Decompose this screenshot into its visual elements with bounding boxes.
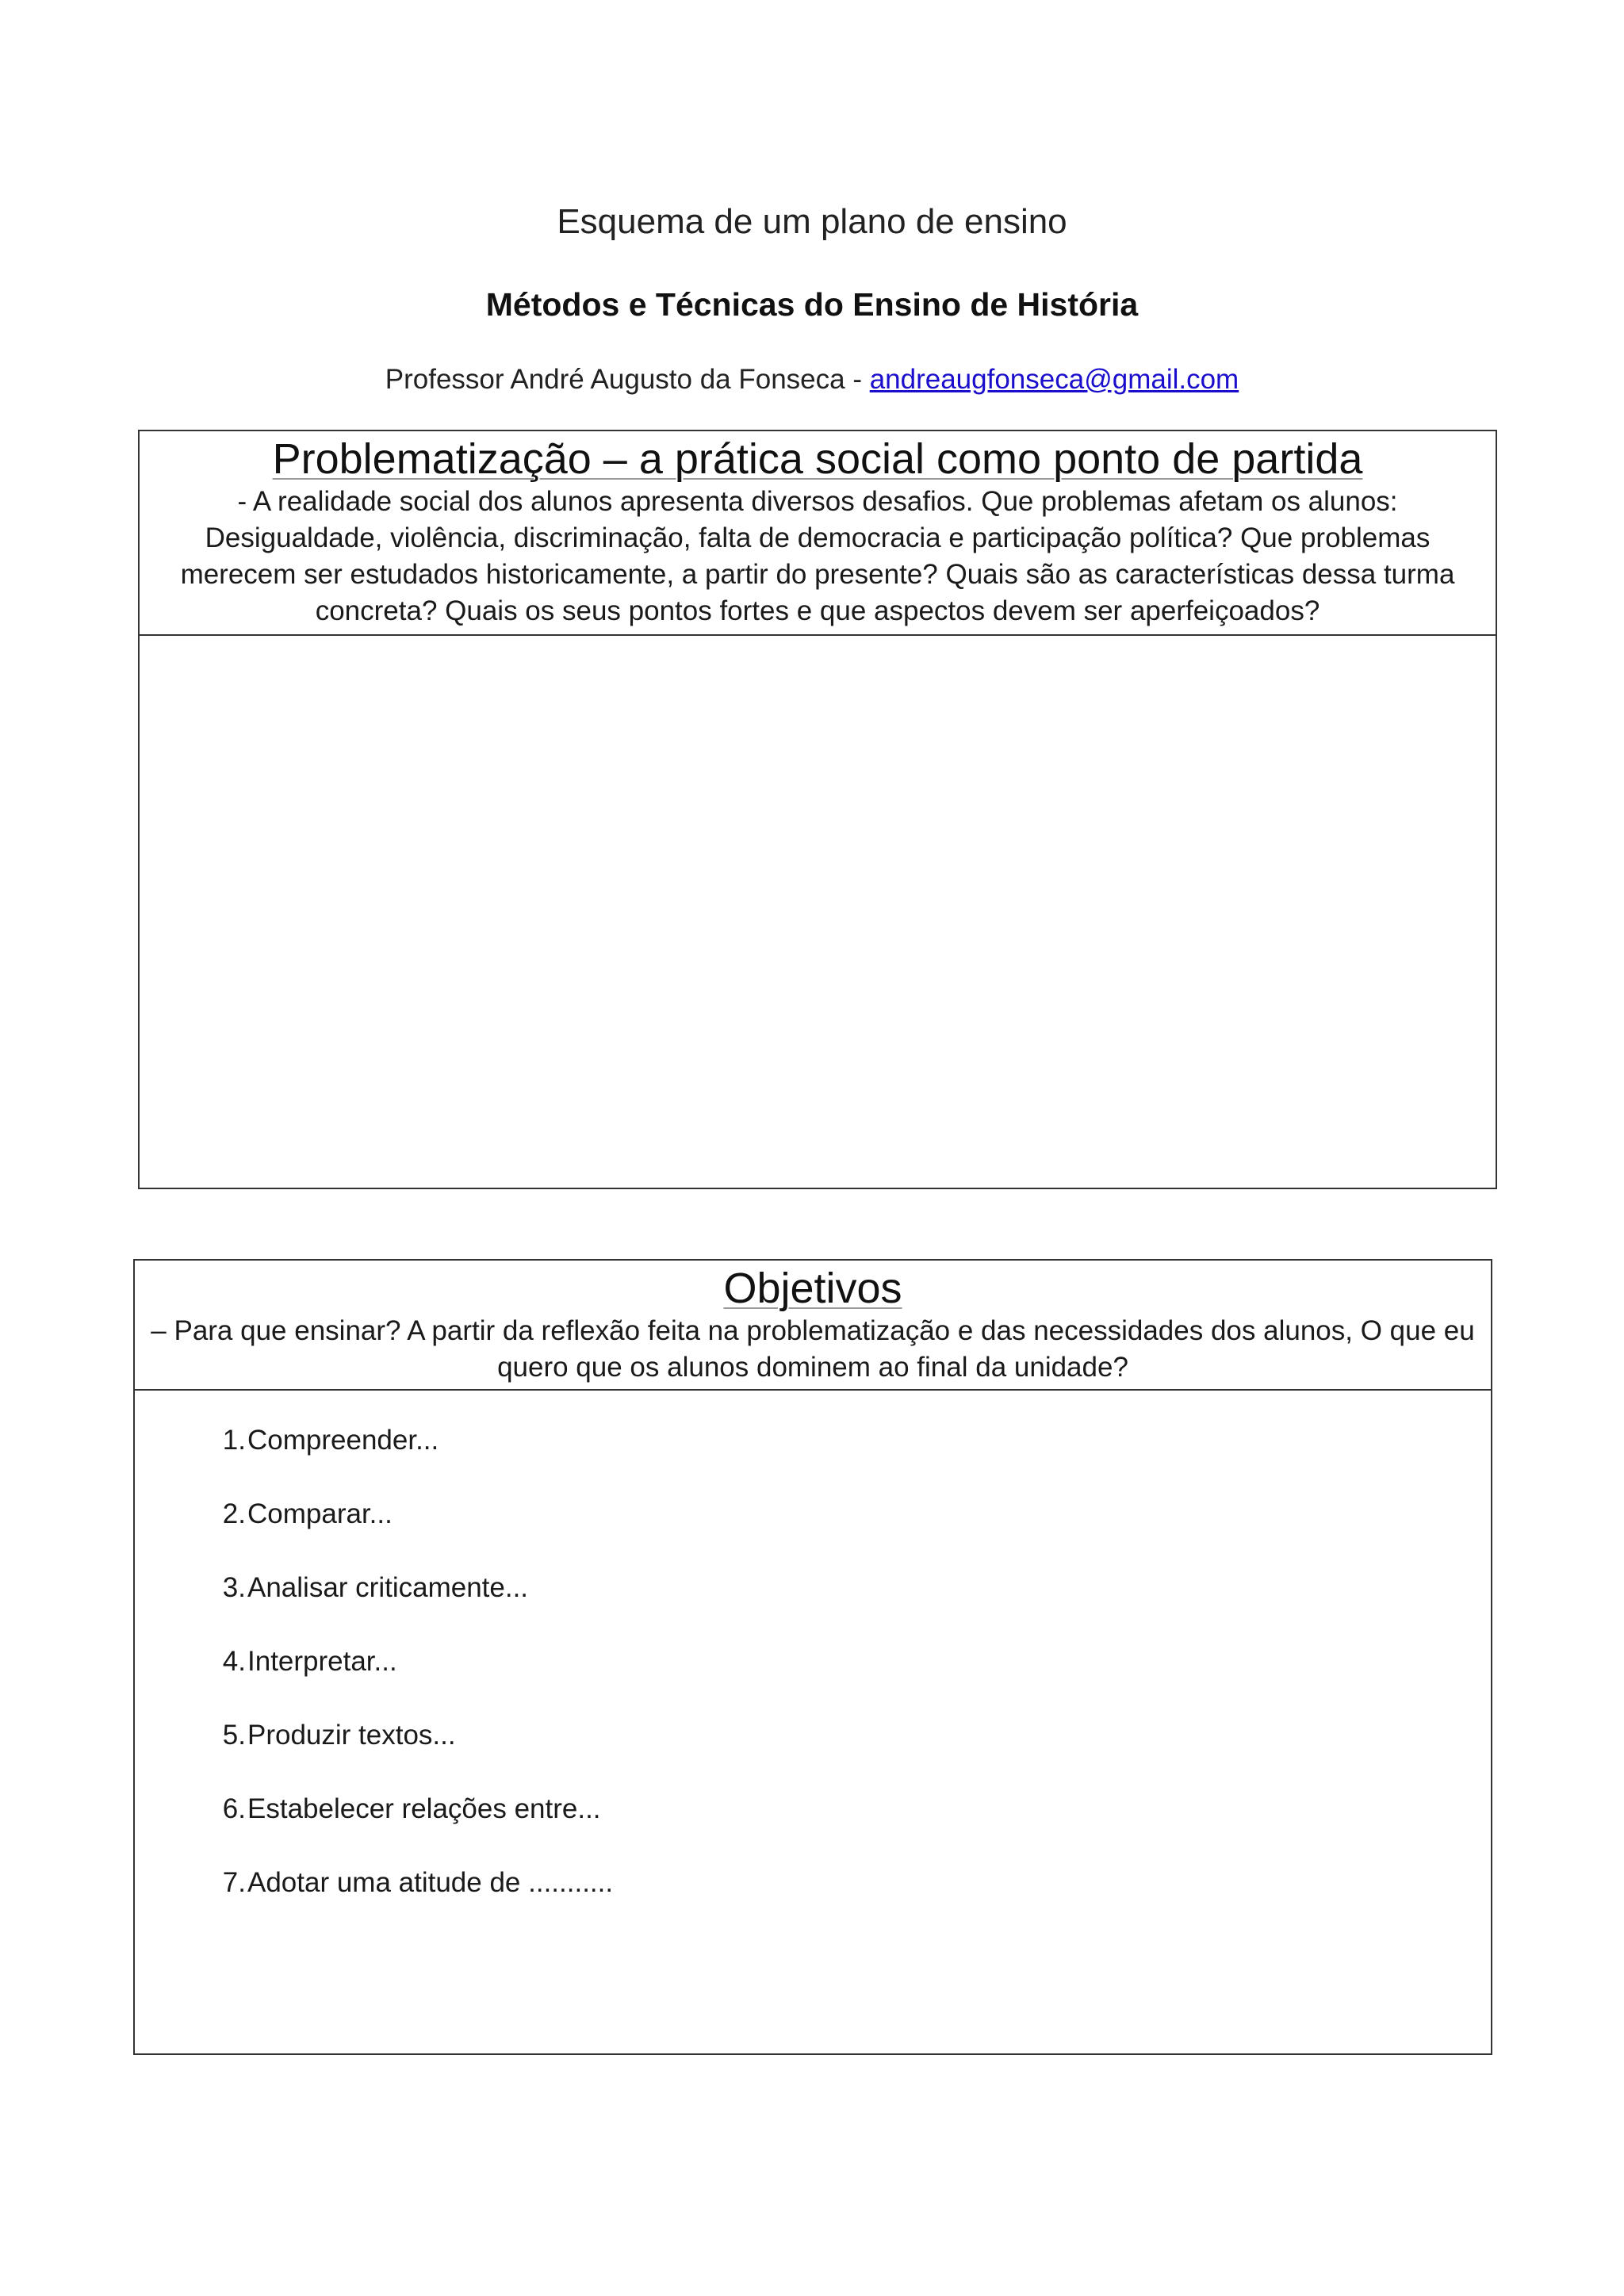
problematization-description: - A realidade social dos alunos apresenta diversos desafios. Que problemas afetam os alunos: Desigualdade, violência, discriminação, falta de democracia e participação política? Que problemas merecem ser estudados historicamente, a partir do presente? Quais são as características dessa turma concreta? Quais os seus pontos fortes e que aspectos devem ser aperfeiçoados? bbox=[180, 486, 1455, 626]
author-email-link[interactable]: andreaugfonseca@gmail.com bbox=[869, 364, 1239, 395]
problematization-answer-area[interactable] bbox=[140, 636, 1496, 1183]
list-item-number: 5. bbox=[222, 1720, 246, 1751]
list-item-number: 6. bbox=[222, 1793, 246, 1824]
list-item-text: Adotar uma atitude de ........... bbox=[247, 1867, 614, 1898]
list-item-text: Produzir textos... bbox=[247, 1720, 456, 1751]
problematization-box bbox=[138, 430, 1497, 1189]
list-item-number: 1. bbox=[222, 1425, 246, 1456]
problematization-header bbox=[140, 431, 1496, 636]
list-item bbox=[135, 1422, 1491, 1496]
objectives-description: – Para que ensinar? A partir da reflexão feita na problematização e das necessidades dos alunos, O que eu quero que os alunos dominem ao final da unidade? bbox=[151, 1315, 1475, 1383]
objectives-list bbox=[135, 1391, 1491, 1938]
objectives-header bbox=[135, 1261, 1491, 1391]
list-item-text: Interpretar... bbox=[247, 1646, 397, 1677]
list-item-number: 7. bbox=[222, 1867, 246, 1898]
list-item bbox=[135, 1496, 1491, 1570]
list-item bbox=[135, 1865, 1491, 1938]
objectives-box bbox=[133, 1259, 1492, 2055]
list-item bbox=[135, 1644, 1491, 1717]
document-title: Esquema de um plano de ensino bbox=[557, 202, 1067, 241]
list-item-number: 3. bbox=[222, 1572, 246, 1603]
objectives-heading: Objetivos bbox=[723, 1265, 902, 1312]
list-item-text: Compreender... bbox=[247, 1425, 439, 1456]
list-item-text: Comparar... bbox=[247, 1498, 393, 1529]
list-item-number: 4. bbox=[222, 1646, 246, 1677]
author-name: Professor André Augusto da Fonseca - bbox=[385, 364, 870, 395]
document-subtitle: Métodos e Técnicas do Ensino de História bbox=[485, 286, 1139, 323]
list-item bbox=[135, 1717, 1491, 1791]
author-line bbox=[0, 362, 1624, 398]
problematization-heading: Problematização – a prática social como ponto de partida bbox=[272, 435, 1363, 483]
list-item bbox=[135, 1570, 1491, 1644]
list-item bbox=[135, 1791, 1491, 1865]
list-item-number: 2. bbox=[222, 1498, 246, 1529]
list-item-text: Analisar criticamente... bbox=[247, 1572, 529, 1603]
list-item-text: Estabelecer relações entre... bbox=[247, 1793, 601, 1824]
